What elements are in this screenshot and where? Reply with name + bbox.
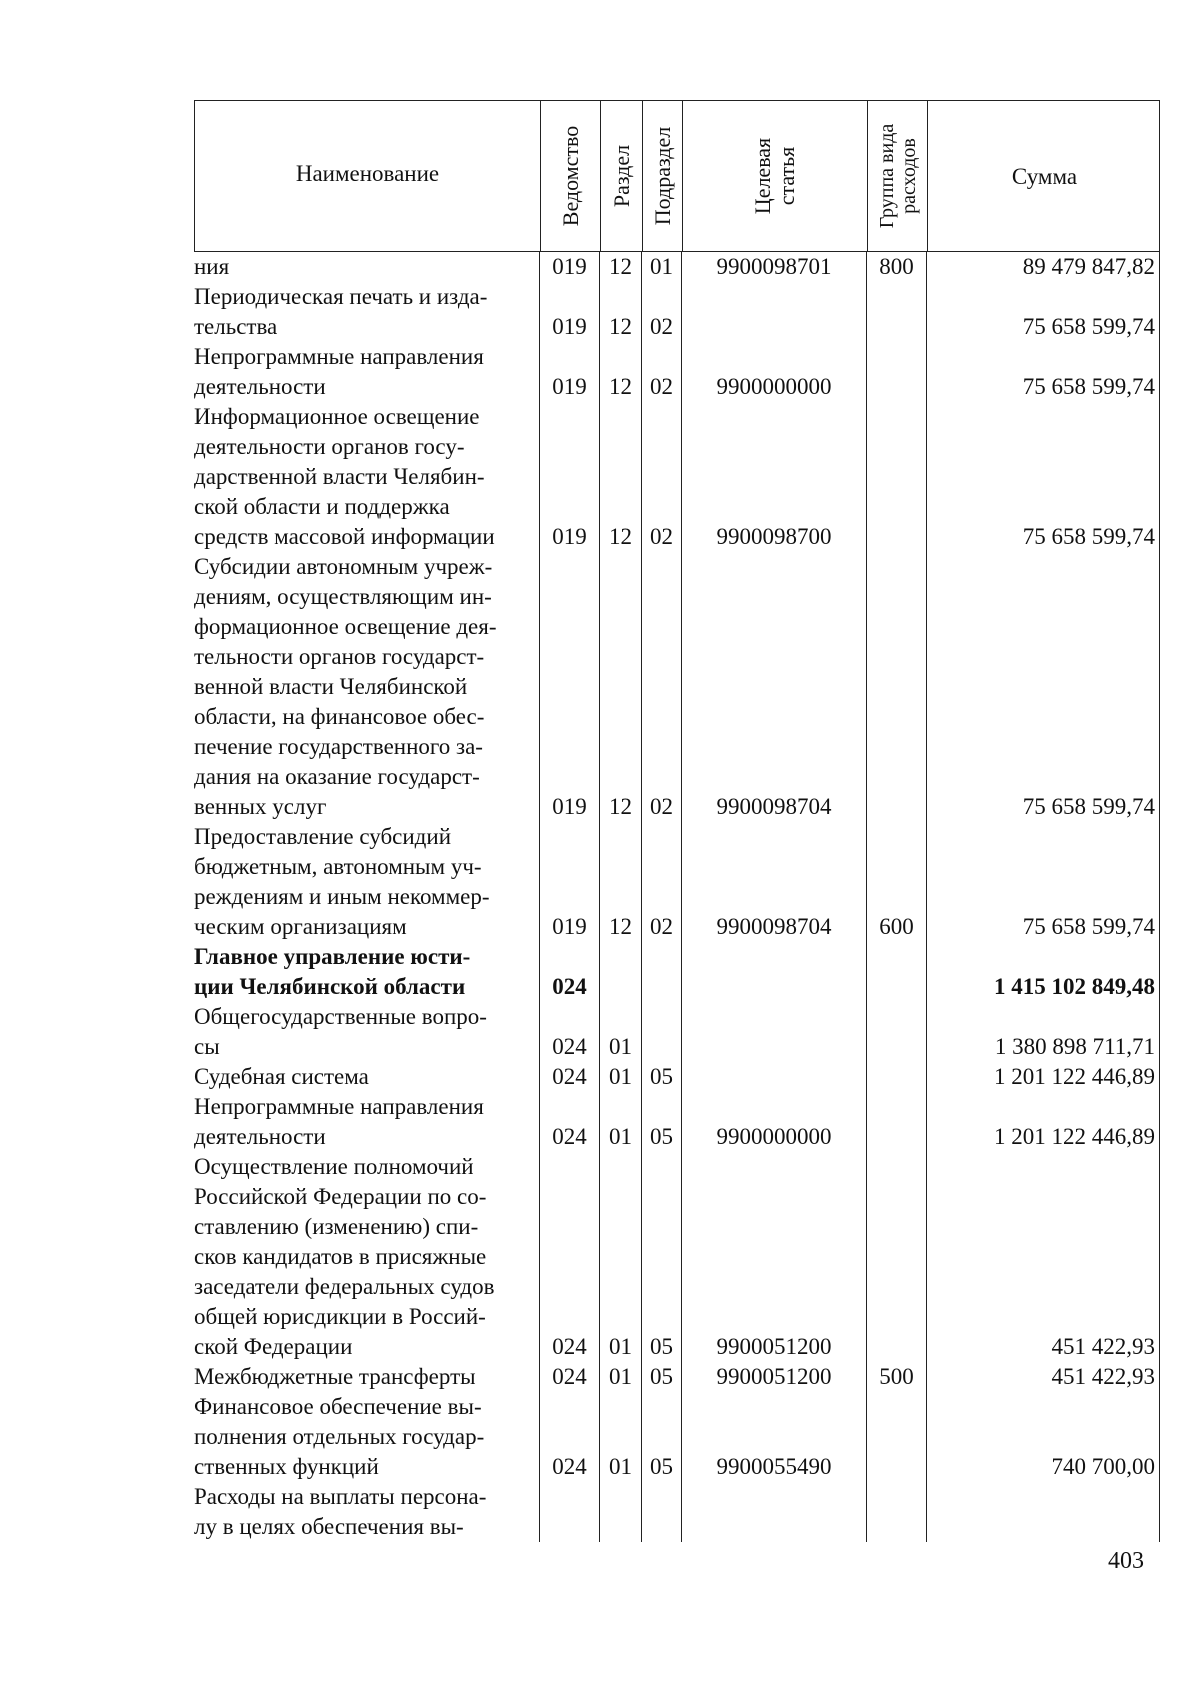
ved-value: 024 [552, 1124, 587, 1149]
name-line: ской Федерации [194, 1334, 353, 1359]
name-line: формационное освещение дея- [194, 614, 497, 639]
podrazdel-value: 02 [650, 794, 673, 819]
ved-cell [539, 552, 599, 822]
header-vedomstvo: Ведомство [557, 125, 583, 227]
summa-cell [926, 1002, 1160, 1062]
summa-cell [926, 1482, 1160, 1542]
table-body [194, 252, 1160, 1542]
page-number: 403 [1108, 1548, 1144, 1574]
summa-value: 451 422,93 [1051, 1364, 1155, 1389]
celevaya-cell [681, 1362, 866, 1392]
ved-cell [539, 1392, 599, 1482]
podrazdel-cell [641, 402, 681, 552]
summa-cell [926, 1392, 1160, 1482]
gruppa-cell [866, 1362, 926, 1392]
header-celevaya [751, 138, 799, 214]
ved-cell [539, 942, 599, 1002]
podrazdel-value: 05 [650, 1124, 673, 1149]
ved-cell [539, 1482, 599, 1542]
name-line: Непрограммные направления [194, 1094, 484, 1119]
table-row [194, 342, 1160, 402]
name-line: дания на оказание государст- [194, 764, 480, 789]
razdel-cell [599, 1002, 641, 1062]
celevaya-value: 9900098704 [716, 914, 832, 939]
gruppa-cell [866, 1062, 926, 1092]
ved-cell [539, 282, 599, 342]
celevaya-cell [681, 342, 866, 402]
podrazdel-value: 05 [650, 1364, 673, 1389]
name-line: Периодическая печать и изда- [194, 284, 488, 309]
header-razdel: Раздел [608, 144, 634, 208]
gruppa-cell [866, 402, 926, 552]
name-cell [194, 1002, 539, 1062]
razdel-cell [599, 342, 641, 402]
summa-cell [926, 1362, 1160, 1392]
ved-cell [539, 1002, 599, 1062]
name-cell [194, 1152, 539, 1362]
podrazdel-value: 05 [650, 1334, 673, 1359]
gruppa-cell [866, 1092, 926, 1152]
celevaya-cell [681, 822, 866, 942]
celevaya-value: 9900098701 [716, 254, 832, 279]
name-line: Предоставление субсидий [194, 824, 451, 849]
podrazdel-cell [641, 252, 681, 282]
table-row [194, 822, 1160, 942]
name-line: венной власти Челябинской [194, 674, 468, 699]
name-line: ставлению (изменению) спи- [194, 1214, 479, 1239]
name-line: ской области и поддержка [194, 494, 450, 519]
gruppa-value: 800 [879, 254, 914, 279]
name-line: ния [194, 254, 230, 279]
name-line: Судебная система [194, 1064, 369, 1089]
gruppa-value: 500 [879, 1364, 914, 1389]
header-celevaya-line1: Целевая [750, 137, 775, 215]
razdel-cell [599, 1392, 641, 1482]
podrazdel-value: 05 [650, 1064, 673, 1089]
header-gruppa-cell [867, 101, 927, 251]
razdel-cell [599, 282, 641, 342]
header-podrazdel-cell [642, 101, 682, 251]
razdel-cell [599, 402, 641, 552]
celevaya-value: 9900051200 [716, 1364, 832, 1389]
summa-value: 75 658 599,74 [1022, 524, 1155, 549]
name-line: полнения отдельных государ- [194, 1424, 485, 1449]
name-line: общей юрисдикции в Россий- [194, 1304, 486, 1329]
ved-value: 024 [552, 1064, 587, 1089]
name-cell [194, 552, 539, 822]
razdel-value: 01 [609, 1454, 632, 1479]
razdel-cell [599, 252, 641, 282]
gruppa-cell [866, 1152, 926, 1362]
table-row [194, 1482, 1160, 1542]
name-line: венных услуг [194, 794, 327, 819]
summa-value: 75 658 599,74 [1022, 914, 1155, 939]
gruppa-cell [866, 1482, 926, 1542]
header-celevaya-line2: статья [774, 146, 799, 206]
ved-cell [539, 1152, 599, 1362]
table-row [194, 1062, 1160, 1092]
podrazdel-cell [641, 1392, 681, 1482]
ved-value: 019 [552, 374, 587, 399]
ved-cell [539, 1092, 599, 1152]
podrazdel-cell [641, 552, 681, 822]
celevaya-cell [681, 1482, 866, 1542]
name-line: сков кандидатов в присяжные [194, 1244, 487, 1269]
summa-value: 1 380 898 711,71 [994, 1034, 1155, 1059]
podrazdel-value: 02 [650, 524, 673, 549]
celevaya-value: 9900055490 [716, 1454, 832, 1479]
podrazdel-cell [641, 1482, 681, 1542]
podrazdel-cell [641, 1152, 681, 1362]
name-line: Межбюджетные трансферты [194, 1364, 476, 1389]
summa-cell [926, 552, 1160, 822]
razdel-value: 01 [609, 1064, 632, 1089]
name-line: дениям, осуществляющим ин- [194, 584, 492, 609]
name-line: Общегосударственные вопро- [194, 1004, 487, 1029]
razdel-cell [599, 1152, 641, 1362]
summa-value: 75 658 599,74 [1022, 314, 1155, 339]
razdel-cell [599, 1092, 641, 1152]
ved-cell [539, 252, 599, 282]
celevaya-value: 9900000000 [716, 374, 832, 399]
ved-value: 019 [552, 914, 587, 939]
ved-value: 024 [552, 974, 587, 999]
summa-value: 1 201 122 446,89 [994, 1124, 1155, 1149]
ved-value: 024 [552, 1454, 587, 1479]
razdel-value: 01 [609, 1034, 632, 1059]
gruppa-cell [866, 822, 926, 942]
celevaya-value: 9900000000 [716, 1124, 832, 1149]
ved-value: 019 [552, 794, 587, 819]
ved-value: 024 [552, 1034, 587, 1059]
summa-cell [926, 822, 1160, 942]
name-line: деятельности [194, 374, 326, 399]
table-row [194, 1092, 1160, 1152]
name-cell [194, 1062, 539, 1092]
podrazdel-cell [641, 342, 681, 402]
razdel-cell [599, 942, 641, 1002]
header-name-cell [195, 101, 540, 251]
razdel-cell [599, 552, 641, 822]
ved-value: 019 [552, 254, 587, 279]
header-podrazdel: Подраздел [649, 126, 675, 226]
header-gruppa-line1: Группа вида [875, 123, 898, 229]
summa-cell [926, 942, 1160, 1002]
table-row [194, 252, 1160, 282]
gruppa-cell [866, 942, 926, 1002]
razdel-value: 12 [609, 524, 632, 549]
summa-cell [926, 342, 1160, 402]
celevaya-cell [681, 1092, 866, 1152]
name-line: Осуществление полномочий [194, 1154, 474, 1179]
name-line: деятельности [194, 1124, 326, 1149]
razdel-cell [599, 1362, 641, 1392]
razdel-cell [599, 1482, 641, 1542]
name-line: Расходы на выплаты персона- [194, 1484, 487, 1509]
celevaya-cell [681, 1152, 866, 1362]
gruppa-cell [866, 552, 926, 822]
header-razdel-cell [600, 101, 642, 251]
celevaya-value: 9900051200 [716, 1334, 832, 1359]
podrazdel-value: 05 [650, 1454, 673, 1479]
name-line: Непрограммные направления [194, 344, 484, 369]
header-vedomstvo-cell [540, 101, 600, 251]
podrazdel-cell [641, 822, 681, 942]
ved-cell [539, 342, 599, 402]
summa-value: 75 658 599,74 [1022, 374, 1155, 399]
name-cell [194, 342, 539, 402]
summa-cell [926, 252, 1160, 282]
ved-value: 024 [552, 1364, 587, 1389]
table-row [194, 1362, 1160, 1392]
name-cell [194, 1392, 539, 1482]
razdel-value: 12 [609, 914, 632, 939]
name-line: лу в целях обеспечения вы- [194, 1514, 464, 1539]
gruppa-cell [866, 282, 926, 342]
header-summa: Сумма [1011, 164, 1078, 189]
table-row [194, 282, 1160, 342]
gruppa-cell [866, 1392, 926, 1482]
header-name: Наименование [295, 161, 440, 186]
ved-cell [539, 1362, 599, 1392]
name-line: тельства [194, 314, 278, 339]
name-line: Главное управление юсти- [194, 944, 471, 969]
summa-value: 740 700,00 [1051, 1454, 1155, 1479]
razdel-value: 12 [609, 794, 632, 819]
summa-value: 75 658 599,74 [1022, 794, 1155, 819]
ved-cell [539, 1062, 599, 1092]
budget-table [194, 100, 1160, 1542]
podrazdel-value: 02 [650, 914, 673, 939]
name-cell [194, 402, 539, 552]
razdel-value: 12 [609, 374, 632, 399]
table-header [194, 100, 1160, 252]
summa-cell [926, 282, 1160, 342]
podrazdel-cell [641, 282, 681, 342]
ved-cell [539, 402, 599, 552]
header-gruppa [876, 124, 920, 229]
summa-value: 1 415 102 849,48 [994, 974, 1155, 999]
podrazdel-cell [641, 1362, 681, 1392]
summa-value: 451 422,93 [1051, 1334, 1155, 1359]
podrazdel-value: 01 [650, 254, 673, 279]
name-line: печение государственного за- [194, 734, 483, 759]
podrazdel-cell [641, 1092, 681, 1152]
summa-cell [926, 1152, 1160, 1362]
ved-cell [539, 822, 599, 942]
razdel-cell [599, 822, 641, 942]
ved-value: 024 [552, 1334, 587, 1359]
name-line: Финансовое обеспечение вы- [194, 1394, 482, 1419]
name-line: ции Челябинской области [194, 974, 466, 999]
name-line: Субсидии автономным учреж- [194, 554, 493, 579]
header-summa-cell [927, 101, 1161, 251]
table-row [194, 402, 1160, 552]
name-cell [194, 822, 539, 942]
name-line: сы [194, 1034, 220, 1059]
name-line: ческим организациям [194, 914, 407, 939]
name-line: области, на финансовое обес- [194, 704, 485, 729]
celevaya-cell [681, 1002, 866, 1062]
header-gruppa-line2: расходов [897, 138, 920, 214]
summa-cell [926, 1062, 1160, 1092]
name-cell [194, 1092, 539, 1152]
summa-value: 1 201 122 446,89 [994, 1064, 1155, 1089]
celevaya-cell [681, 552, 866, 822]
razdel-value: 12 [609, 254, 632, 279]
razdel-value: 01 [609, 1364, 632, 1389]
name-cell [194, 1362, 539, 1392]
gruppa-cell [866, 1002, 926, 1062]
table-row [194, 942, 1160, 1002]
name-line: тельности органов государст- [194, 644, 485, 669]
razdel-value: 12 [609, 314, 632, 339]
header-celevaya-cell [682, 101, 867, 251]
celevaya-cell [681, 942, 866, 1002]
ved-value: 019 [552, 314, 587, 339]
podrazdel-cell [641, 1062, 681, 1092]
name-line: Информационное освещение [194, 404, 480, 429]
celevaya-value: 9900098704 [716, 794, 832, 819]
celevaya-cell [681, 1062, 866, 1092]
summa-cell [926, 402, 1160, 552]
name-cell [194, 942, 539, 1002]
name-line: реждениям и иным некоммер- [194, 884, 490, 909]
podrazdel-cell [641, 1002, 681, 1062]
podrazdel-value: 02 [650, 314, 673, 339]
table-row [194, 1392, 1160, 1482]
podrazdel-cell [641, 942, 681, 1002]
name-line: Российской Федерации по со- [194, 1184, 487, 1209]
gruppa-value: 600 [879, 914, 914, 939]
table-row [194, 1002, 1160, 1062]
celevaya-cell [681, 1392, 866, 1482]
name-cell [194, 252, 539, 282]
name-line: дарственной власти Челябин- [194, 464, 485, 489]
table-row [194, 552, 1160, 822]
podrazdel-value: 02 [650, 374, 673, 399]
celevaya-cell [681, 252, 866, 282]
name-line: ственных функций [194, 1454, 379, 1479]
name-line: деятельности органов госу- [194, 434, 465, 459]
name-line: бюджетным, автономным уч- [194, 854, 482, 879]
razdel-cell [599, 1062, 641, 1092]
celevaya-cell [681, 282, 866, 342]
summa-value: 89 479 847,82 [1022, 254, 1155, 279]
razdel-value: 01 [609, 1334, 632, 1359]
celevaya-cell [681, 402, 866, 552]
razdel-value: 01 [609, 1124, 632, 1149]
table-row [194, 1152, 1160, 1362]
name-line: средств массовой информации [194, 524, 495, 549]
gruppa-cell [866, 342, 926, 402]
name-cell [194, 282, 539, 342]
ved-value: 019 [552, 524, 587, 549]
name-cell [194, 1482, 539, 1542]
name-line: заседатели федеральных судов [194, 1274, 495, 1299]
summa-cell [926, 1092, 1160, 1152]
gruppa-cell [866, 252, 926, 282]
celevaya-value: 9900098700 [716, 524, 832, 549]
